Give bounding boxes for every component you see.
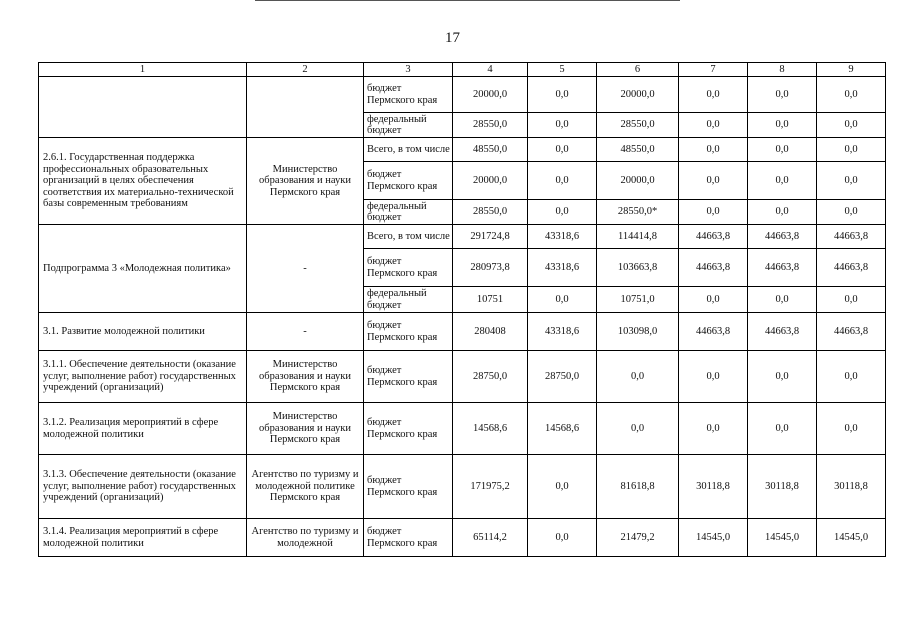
executor-cell: Министерство образования и науки Пермского края	[247, 138, 364, 225]
executor-cell: Министерство образования и науки Пермского края	[247, 351, 364, 403]
value-cell: 0,0	[817, 113, 886, 138]
value-cell: 0,0	[748, 200, 817, 225]
value-cell: 44663,8	[817, 313, 886, 351]
value-cell: 43318,6	[528, 249, 597, 287]
value-cell: 20000,0	[597, 77, 679, 113]
value-cell: 103663,8	[597, 249, 679, 287]
header-row	[39, 63, 886, 77]
source-cell: федеральный бюджет	[364, 287, 453, 313]
source-cell: бюджет Пермского края	[364, 455, 453, 519]
value-cell: 44663,8	[748, 225, 817, 249]
value-cell: 28550,0*	[597, 200, 679, 225]
value-cell: 0,0	[679, 287, 748, 313]
value-cell: 0,0	[817, 138, 886, 162]
value-cell: 280408	[453, 313, 528, 351]
value-cell: 21479,2	[597, 519, 679, 557]
item-name-cell: 3.1.2. Реализация мероприятий в сфере молодежной политики	[39, 403, 247, 455]
value-cell: 14568,6	[453, 403, 528, 455]
value-cell: 103098,0	[597, 313, 679, 351]
table-row	[39, 225, 886, 249]
value-cell: 0,0	[748, 403, 817, 455]
item-name-cell: Подпрограмма 3 «Молодежная политика»	[39, 225, 247, 313]
value-cell: 0,0	[528, 77, 597, 113]
value-cell: 0,0	[748, 287, 817, 313]
value-cell: 0,0	[528, 162, 597, 200]
value-cell: 0,0	[528, 287, 597, 313]
value-cell: 20000,0	[597, 162, 679, 200]
table-row	[39, 403, 886, 455]
value-cell: 28550,0	[453, 200, 528, 225]
executor-cell: Агентство по туризму и молодежной	[247, 519, 364, 557]
header-cell: 7	[679, 63, 748, 77]
source-cell: бюджет Пермского края	[364, 77, 453, 113]
header-cell: 4	[453, 63, 528, 77]
value-cell: 30118,8	[817, 455, 886, 519]
value-cell: 28550,0	[453, 113, 528, 138]
value-cell: 0,0	[528, 138, 597, 162]
source-cell: бюджет Пермского края	[364, 313, 453, 351]
value-cell: 44663,8	[679, 313, 748, 351]
table-row	[39, 519, 886, 557]
value-cell: 10751	[453, 287, 528, 313]
header-cell: 5	[528, 63, 597, 77]
value-cell: 44663,8	[817, 225, 886, 249]
value-cell: 0,0	[528, 200, 597, 225]
value-cell: 28550,0	[597, 113, 679, 138]
table-row	[39, 138, 886, 162]
value-cell: 0,0	[817, 77, 886, 113]
top-rule	[255, 0, 680, 1]
value-cell: 43318,6	[528, 225, 597, 249]
executor-cell: -	[247, 225, 364, 313]
value-cell: 0,0	[748, 162, 817, 200]
value-cell: 44663,8	[817, 249, 886, 287]
value-cell: 14545,0	[679, 519, 748, 557]
source-cell: Всего, в том числе	[364, 225, 453, 249]
item-name-cell: 3.1.1. Обеспечение деятельности (оказание услуг, выполнение работ) государственных учреждений (организаций)	[39, 351, 247, 403]
value-cell: 43318,6	[528, 313, 597, 351]
header-cell: 3	[364, 63, 453, 77]
item-name-cell: 2.6.1. Государственная поддержка профессиональных образовательных организаций в целях обеспечения соответствия их материально-технической базы современным требованиям	[39, 138, 247, 225]
value-cell: 291724,8	[453, 225, 528, 249]
value-cell: 0,0	[597, 351, 679, 403]
value-cell: 0,0	[597, 403, 679, 455]
executor-cell: Агентство по туризму и молодежной политике Пермского края	[247, 455, 364, 519]
value-cell: 20000,0	[453, 77, 528, 113]
value-cell: 44663,8	[679, 249, 748, 287]
item-name-cell	[39, 77, 247, 138]
value-cell: 0,0	[817, 351, 886, 403]
value-cell: 0,0	[679, 113, 748, 138]
value-cell: 10751,0	[597, 287, 679, 313]
table-row	[39, 313, 886, 351]
page-number: 17	[445, 30, 460, 46]
source-cell: Всего, в том числе	[364, 138, 453, 162]
executor-cell: Министерство образования и науки Пермского края	[247, 403, 364, 455]
value-cell: 30118,8	[679, 455, 748, 519]
source-cell: бюджет Пермского края	[364, 403, 453, 455]
value-cell: 0,0	[748, 113, 817, 138]
value-cell: 0,0	[817, 200, 886, 225]
value-cell: 48550,0	[453, 138, 528, 162]
source-cell: бюджет Пермского края	[364, 519, 453, 557]
value-cell: 14545,0	[817, 519, 886, 557]
value-cell: 30118,8	[748, 455, 817, 519]
source-cell: бюджет Пермского края	[364, 249, 453, 287]
value-cell: 0,0	[679, 403, 748, 455]
header-cell: 6	[597, 63, 679, 77]
table-row	[39, 351, 886, 403]
value-cell: 28750,0	[453, 351, 528, 403]
value-cell: 0,0	[817, 403, 886, 455]
value-cell: 0,0	[817, 162, 886, 200]
header-cell: 2	[247, 63, 364, 77]
executor-cell	[247, 77, 364, 138]
source-cell: федеральный бюджет	[364, 200, 453, 225]
value-cell: 0,0	[679, 77, 748, 113]
value-cell: 0,0	[528, 519, 597, 557]
value-cell: 44663,8	[748, 313, 817, 351]
value-cell: 0,0	[817, 287, 886, 313]
value-cell: 81618,8	[597, 455, 679, 519]
executor-cell: -	[247, 313, 364, 351]
source-cell: федеральный бюджет	[364, 113, 453, 138]
header-cell: 1	[39, 63, 247, 77]
item-name-cell: 3.1.4. Реализация мероприятий в сфере молодежной политики	[39, 519, 247, 557]
value-cell: 0,0	[748, 351, 817, 403]
value-cell: 65114,2	[453, 519, 528, 557]
value-cell: 114414,8	[597, 225, 679, 249]
value-cell: 14568,6	[528, 403, 597, 455]
value-cell: 0,0	[528, 455, 597, 519]
item-name-cell: 3.1.3. Обеспечение деятельности (оказание услуг, выполнение работ) государственных учреждений (организаций)	[39, 455, 247, 519]
source-cell: бюджет Пермского края	[364, 351, 453, 403]
value-cell: 0,0	[528, 113, 597, 138]
header-cell: 8	[748, 63, 817, 77]
source-cell: бюджет Пермского края	[364, 162, 453, 200]
value-cell: 28750,0	[528, 351, 597, 403]
table-row	[39, 77, 886, 113]
value-cell: 0,0	[679, 200, 748, 225]
table-row	[39, 455, 886, 519]
value-cell: 0,0	[679, 351, 748, 403]
value-cell: 171975,2	[453, 455, 528, 519]
value-cell: 0,0	[679, 162, 748, 200]
value-cell: 0,0	[679, 138, 748, 162]
value-cell: 20000,0	[453, 162, 528, 200]
value-cell: 44663,8	[748, 249, 817, 287]
budget-table	[38, 62, 886, 557]
header-cell: 9	[817, 63, 886, 77]
value-cell: 48550,0	[597, 138, 679, 162]
item-name-cell: 3.1. Развитие молодежной политики	[39, 313, 247, 351]
value-cell: 0,0	[748, 138, 817, 162]
value-cell: 280973,8	[453, 249, 528, 287]
value-cell: 14545,0	[748, 519, 817, 557]
value-cell: 0,0	[748, 77, 817, 113]
value-cell: 44663,8	[679, 225, 748, 249]
